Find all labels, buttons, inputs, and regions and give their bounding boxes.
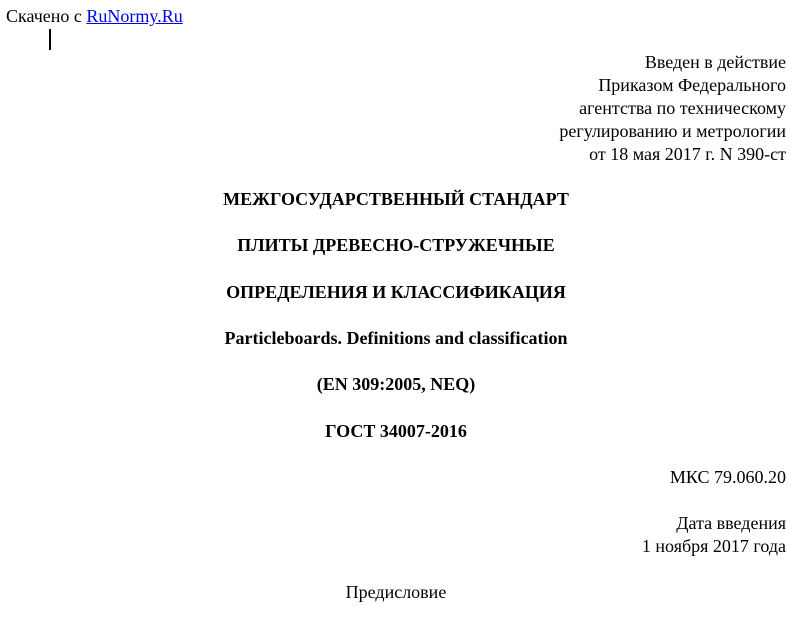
- effective-date-label: Дата введения: [676, 513, 786, 533]
- approval-block: [559, 51, 786, 166]
- mks-code: МКС 79.060.20: [669, 467, 786, 487]
- approval-line: от 18 мая 2017 г. N 390-ст: [589, 144, 786, 164]
- standard-designation: ГОСТ 34007-2016: [325, 421, 467, 441]
- text-cursor: [49, 29, 51, 50]
- source-prefix: Скачено с: [6, 6, 87, 26]
- standard-type-heading: МЕЖГОСУДАРСТВЕННЫЙ СТАНДАРТ: [223, 189, 569, 209]
- effective-date-value: 1 ноября 2017 года: [641, 536, 786, 556]
- standard-name-heading: ПЛИТЫ ДРЕВЕСНО-СТРУЖЕЧНЫЕ: [237, 235, 555, 255]
- standard-reference: (EN 309:2005, NEQ): [316, 374, 476, 394]
- approval-line: регулированию и метрологии: [559, 121, 786, 141]
- foreword-heading: Предисловие: [345, 582, 447, 602]
- english-title: Particleboards. Definitions and classification: [224, 328, 568, 348]
- standard-subject-heading: ОПРЕДЕЛЕНИЯ И КЛАССИФИКАЦИЯ: [226, 282, 566, 302]
- runormy-link[interactable]: RuNormy.Ru: [86, 6, 183, 26]
- approval-line: Приказом Федерального: [598, 75, 786, 95]
- approval-line: агентства по техническому: [579, 98, 786, 118]
- source-line: [6, 5, 183, 27]
- effective-date-block: [642, 512, 786, 558]
- approval-line: Введен в действие: [644, 52, 786, 72]
